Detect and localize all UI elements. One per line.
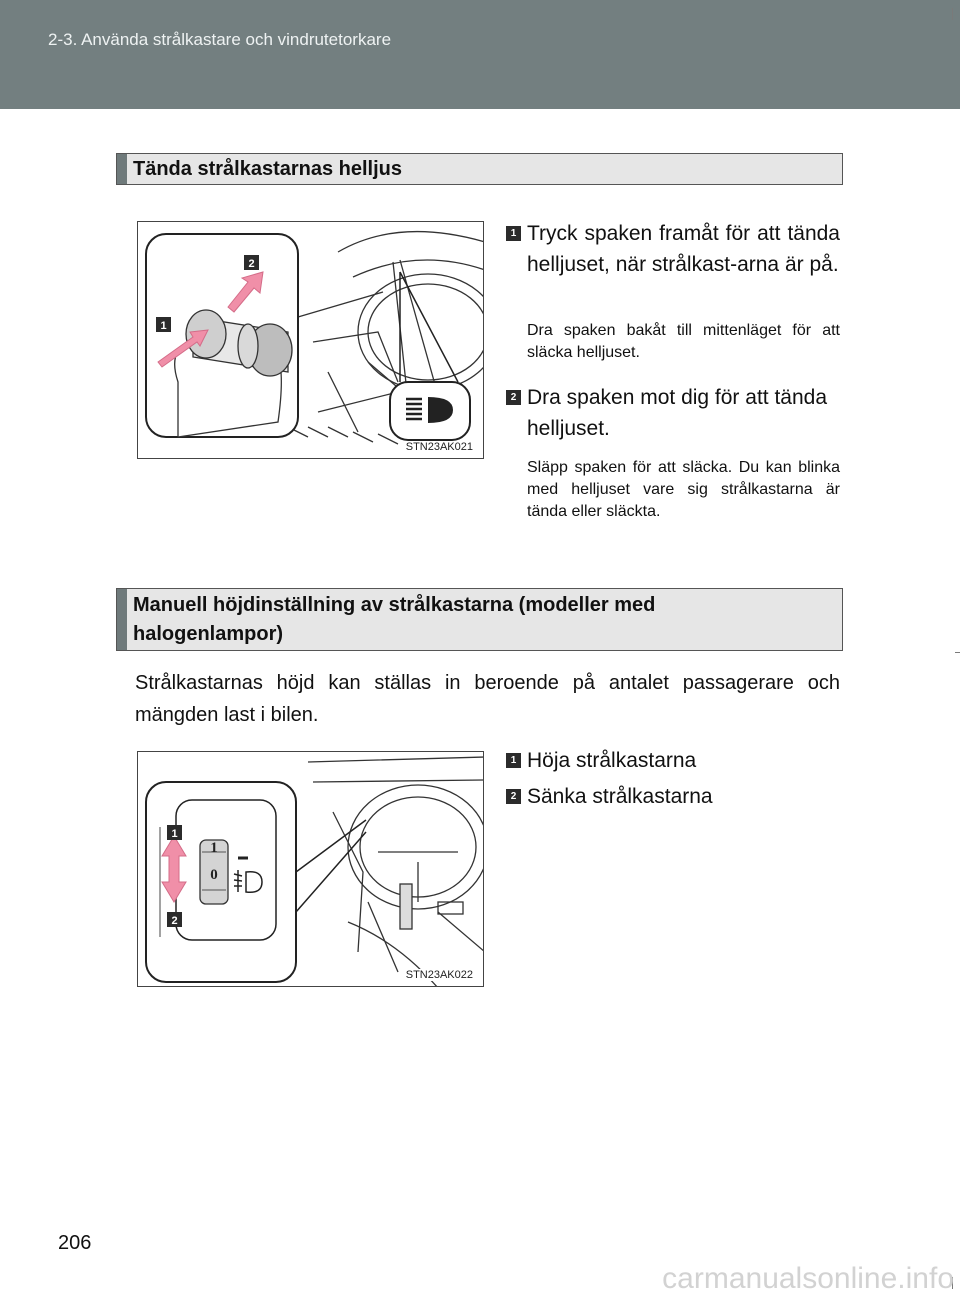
page-number: 206 [58, 1232, 92, 1254]
badge-2: 2 [248, 258, 255, 270]
high-beam-lever-illustration [138, 222, 484, 459]
header-band [0, 0, 960, 109]
item-text: Sänka strålkastarna [527, 785, 713, 808]
item-number-badge: 2 [506, 789, 521, 804]
item-note: Dra spaken bakåt till mittenläget för att släcka helljuset. [527, 322, 840, 361]
figure-high-beam-lever [137, 221, 484, 459]
item-text: Dra spaken mot dig för att tända helljuset. [527, 386, 827, 440]
list-item [506, 220, 840, 540]
badge-1: 1 [171, 828, 178, 840]
section-title-box [116, 153, 843, 185]
section-title: Tända strålkastarnas helljus [133, 158, 403, 180]
dial-value-1: 1 [210, 840, 218, 856]
watermark: carmanualsonline.info [662, 1262, 954, 1295]
section-title-bar [117, 154, 127, 184]
chapter-header: 2-3. Använda strålkastare och vindrutetorkare [48, 30, 392, 49]
list-item [506, 745, 840, 815]
badge-1: 1 [160, 320, 167, 332]
figure-headlight-leveling [137, 751, 484, 987]
figure-code: STN23AK022 [405, 969, 473, 981]
crop-mark [955, 652, 960, 653]
item-number-badge: 2 [506, 390, 521, 405]
section-title-box [116, 588, 843, 651]
item-note: Släpp spaken för att släcka. Du kan blinka med helljuset vare sig strålkastarna är tända eller släckta. [527, 459, 840, 520]
section-title: Manuell höjdinställning av strålkastarna (modeller med halogenlampor) [133, 594, 656, 645]
item-number-badge: 1 [506, 226, 521, 241]
item-text: Tryck spaken framåt för att tända helljuset, när strålkast-arna är på. [527, 222, 840, 276]
item-text: Höja strålkastarna [527, 749, 697, 772]
section-title-bar [117, 589, 127, 650]
headlight-leveling-illustration [138, 752, 484, 987]
body-text: Strålkastarnas höjd kan ställas in beroende på antalet passagerare och mängden last i bilen. [135, 672, 840, 726]
badge-2: 2 [171, 915, 178, 927]
item-number-badge: 1 [506, 753, 521, 768]
dial-value-0: 0 [210, 867, 218, 883]
steering-wheel [348, 785, 484, 909]
figure-code: STN23AK021 [405, 441, 473, 453]
crop-mark [952, 8, 953, 20]
